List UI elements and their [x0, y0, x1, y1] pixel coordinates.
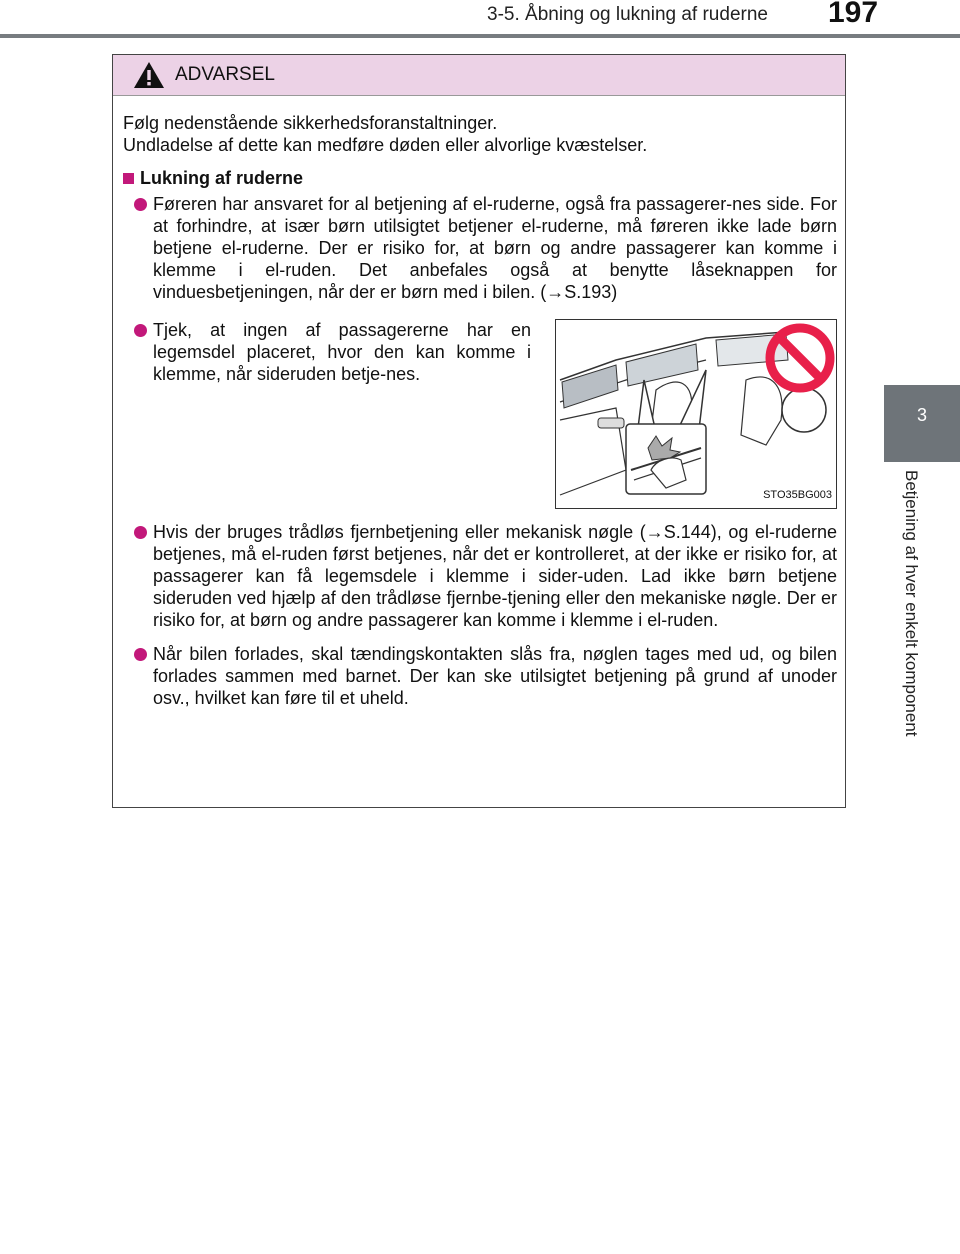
car-window-illustration	[556, 320, 836, 508]
list-item-text: Tjek, at ingen af passagererne har en legemsdel placeret, hvor den kan komme i klemme, når sideruden betje-nes.	[153, 320, 531, 384]
page-number: 197	[828, 0, 879, 29]
circle-bullet-icon	[134, 648, 147, 661]
chapter-tab: 3	[884, 385, 960, 462]
warning-box	[112, 54, 846, 808]
circle-bullet-icon	[134, 526, 147, 539]
list-item	[123, 193, 837, 303]
list-item-text: Når bilen forlades, skal tændingskontakten slås fra, nøglen tages med ud, og bilen forlades sammen med barnet. Der kan ske utilsigtet betjening på grund af unoder osv., hvilket kan føre til et uheld.	[153, 644, 837, 708]
running-header-title: 3-5. Åbning og lukning af ruderne	[487, 4, 768, 25]
list-item-text: Føreren har ansvaret for al betjening af el-ruderne, også fra passagerer-nes side. For at forhindre, at især børn utilsigtet betjener el-ruderne, må føreren ikke lade børn betjene el-ruderne. Der er risiko for, at børn og andre passagerer kan komme i klemme i el-ruden. Det anbefales også at benytte låseknappen for vinduesbetjeningen, når der er børn med i bilen. (→S.193)	[153, 194, 837, 302]
square-bullet-icon	[123, 173, 134, 184]
list-item-text: Hvis der bruges trådløs fjernbetjening eller mekanisk nøgle (→S.144), og el-ruderne betjenes, må el-ruden først betjenes, når det er kontrolleret, at der ikke er risiko for, at passagerer kan få legemsdele i klemme i sider-uden. Lad ikke børn betjene sideruden ved hjælp af den trådløse fjernbe-tjening eller den mekaniske nøgle. Der er risiko for, at børn og andre passagerer kan komme i klemme i el-ruden.	[153, 522, 837, 630]
warning-intro	[123, 112, 837, 156]
warning-content	[113, 96, 845, 709]
circle-bullet-icon	[134, 198, 147, 211]
bullet-with-figure	[123, 319, 837, 509]
figure-code: STO35BG003	[763, 489, 832, 501]
warning-header	[113, 55, 845, 96]
header-rule	[0, 34, 960, 38]
list-item	[123, 643, 837, 709]
section-title-text: Lukning af ruderne	[140, 168, 304, 188]
intro-line-2: Undladelse af dette kan medføre døden eller alvorlige kvæstelser.	[123, 135, 648, 155]
circle-bullet-icon	[134, 324, 147, 337]
list-item	[123, 319, 531, 509]
window-pinch-illustration	[555, 319, 837, 509]
warning-triangle-icon	[133, 61, 165, 89]
warning-label: ADVARSEL	[175, 64, 275, 85]
intro-line-1: Følg nedenstående sikkerhedsforanstaltninger.	[123, 113, 498, 133]
section-title	[123, 167, 837, 189]
chapter-side-label: Betjening af hver enkelt komponent	[902, 470, 921, 737]
list-item	[123, 521, 837, 631]
